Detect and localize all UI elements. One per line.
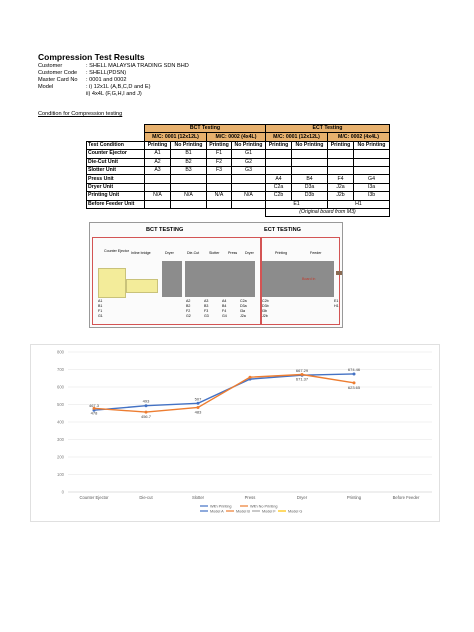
column-header: No Printing (232, 141, 266, 149)
info-key: Customer Code (38, 70, 78, 76)
y-tick-label: 700 (57, 367, 64, 372)
data-label: 493 (142, 398, 150, 404)
table-cell: G2 (232, 158, 266, 166)
data-label: 467.3 (88, 403, 100, 409)
table-cell: B4 (292, 175, 328, 183)
table-row (87, 175, 390, 183)
column-header: No Printing (171, 141, 207, 149)
x-tick-label: Counter Ejector (79, 495, 109, 500)
bct-testing-label: BCT TESTING (146, 227, 184, 233)
table-cell: G4 (354, 175, 390, 183)
point-labels-col-3: A3 B3 F3 G3 (204, 299, 209, 318)
table-cell (207, 183, 232, 191)
x-tick-label: Press (244, 495, 256, 500)
table-cell (292, 166, 328, 174)
table-cell (171, 183, 207, 191)
test-condition-table (86, 124, 390, 217)
table-row (87, 192, 390, 200)
x-tick-label: Slotter (191, 495, 205, 500)
table-cell: D3a (292, 183, 328, 191)
customer-info (38, 63, 189, 98)
info-key: Master Card No (38, 77, 78, 83)
unit-label-dryer-2: Dryer (245, 251, 254, 255)
data-label: 456.7 (140, 414, 152, 420)
table-cell (232, 183, 266, 191)
y-tick-label: 600 (57, 384, 64, 390)
unit-label-slotter: Slotter (209, 251, 220, 255)
column-header: No Printing (292, 141, 328, 149)
column-header: Printing (207, 141, 232, 149)
info-value: : SHELL MALAYSIA TRADING SDN BHD (86, 63, 189, 69)
dryer-machine-shape (162, 261, 182, 297)
legend-label: Model F (262, 509, 276, 514)
table-cell (171, 175, 207, 183)
table-cell: I3b (354, 192, 390, 200)
table-cell: J2b (328, 192, 354, 200)
unit-label-dryer: Dryer (165, 251, 174, 255)
data-label: 667.29 (295, 368, 309, 374)
x-tick-label: Die-cut (139, 495, 153, 500)
data-label: 483 (194, 409, 202, 415)
unit-label-counter-ejector: Counter Ejector (104, 249, 129, 253)
table-cell: F2 (207, 158, 232, 166)
table-cell: C2a (266, 183, 292, 191)
table-row (87, 200, 390, 208)
info-row-model-2 (38, 91, 189, 98)
bct-units-machine-shape (185, 261, 255, 297)
y-tick-label: 0 (61, 489, 64, 495)
info-row-customer-code (38, 70, 189, 77)
y-tick-label: 100 (57, 472, 64, 477)
legend-label: With Printing (210, 504, 232, 509)
table-cell: C2b (266, 192, 292, 200)
table-cell: J2a (328, 183, 354, 191)
row-label: Before Feeder Unit (87, 200, 145, 208)
point-labels-col-6: C2b D3b I3b J2b (262, 299, 269, 318)
unit-label-feeder: Feeder (310, 251, 322, 255)
table-cell: A4 (266, 175, 292, 183)
condition-heading: Condition for Compression testing (38, 111, 123, 117)
legend-label: With No Printing (250, 504, 278, 509)
x-tick-label: Dryer (296, 495, 308, 500)
table-row (87, 158, 390, 166)
table-cell (292, 150, 328, 158)
table-group-row (87, 125, 390, 133)
ect-testing-label: ECT TESTING (264, 227, 301, 233)
info-value: : 0001 and 0002 (86, 77, 127, 83)
machine-header: M/C: 0002 (4x4L) (207, 133, 266, 141)
table-cell: A1 (145, 150, 171, 158)
data-label: 623.65 (347, 384, 361, 390)
data-point (145, 404, 148, 407)
table-cell: N/A (207, 192, 232, 200)
table-cell (354, 166, 390, 174)
table-cell: F1 (207, 150, 232, 158)
table-cell (207, 175, 232, 183)
table-cell (292, 158, 328, 166)
table-cell: G3 (232, 166, 266, 174)
point-labels-col-5: C2a D3a I3a J2a (240, 299, 247, 318)
table-cell: N/A (171, 192, 207, 200)
table-cell (171, 200, 207, 208)
row-label: Dryer Unit (87, 183, 145, 191)
info-row-master-card (38, 77, 189, 84)
unit-label-die-cut: Die-Cut (187, 251, 200, 255)
table-cell (145, 175, 171, 183)
data-point (353, 372, 356, 375)
table-row (87, 150, 390, 158)
table-cell: B2 (171, 158, 207, 166)
table-note-row (87, 208, 390, 216)
data-point (249, 376, 252, 379)
legend-label: Model G (288, 509, 303, 514)
table-cell (207, 200, 232, 208)
y-tick-label: 300 (57, 437, 64, 442)
table-cell: F4 (328, 175, 354, 183)
table-row (87, 183, 390, 191)
table-cell (328, 158, 354, 166)
point-labels-col-1: A1 B1 F1 G1 (98, 299, 103, 318)
table-cell: F3 (207, 166, 232, 174)
legend-label: Model A (210, 509, 224, 514)
info-row-customer (38, 63, 189, 70)
point-labels-col-4: A4 B4 F4 G4 (222, 299, 227, 318)
board-feed-line (336, 271, 342, 275)
compression-line-chart (30, 344, 440, 522)
table-machine-row (87, 133, 390, 141)
table-header-row (87, 141, 390, 149)
table-cell: G1 (232, 150, 266, 158)
table-cell: N/A (232, 192, 266, 200)
table-note: (Original board from M3) (266, 208, 390, 216)
table-cell: B1 (171, 150, 207, 158)
unit-label-inline-bridge: Inline bridge (131, 251, 151, 255)
row-label: Printing Unit (87, 192, 145, 200)
machine-header: M/C: 0002 (4x4L) (328, 133, 390, 141)
y-tick-label: 500 (57, 402, 64, 407)
counter-ejector-shape (98, 268, 126, 298)
row-label: Counter Ejector (87, 150, 145, 158)
column-header: No Printing (354, 141, 390, 149)
unit-label-press: Press (228, 251, 238, 255)
data-label: 671.37 (295, 376, 309, 382)
board-in-label: Board in (302, 277, 316, 281)
table-cell: A3 (145, 166, 171, 174)
machine-header: M/C: 0001 (12x12L) (145, 133, 207, 141)
page-title: Compression Test Results (38, 52, 145, 62)
y-tick-label: 400 (57, 419, 64, 425)
table-cell: H1 (328, 200, 390, 208)
row-label: Die-Cut Unit (87, 158, 145, 166)
table-cell: B3 (171, 166, 207, 174)
machine-diagram (89, 222, 343, 328)
table-cell (266, 150, 292, 158)
info-value: : SHELL(PDSN) (86, 70, 127, 76)
info-key: Customer (38, 63, 63, 69)
table-cell (145, 183, 171, 191)
table-cell: I3a (354, 183, 390, 191)
y-tick-label: 800 (57, 349, 64, 355)
table-cell: E1 (266, 200, 328, 208)
group-header-ect: ECT Testing (266, 125, 390, 133)
point-labels-col-7: E1 H1 (334, 299, 339, 308)
row-header: Test Condition (87, 141, 145, 149)
data-label: 478 (90, 410, 98, 416)
group-header-bct: BCT Testing (145, 125, 266, 133)
legend-label: Model B (236, 509, 250, 514)
data-label: 674.46 (347, 366, 361, 372)
y-tick-label: 200 (57, 454, 64, 460)
column-header: Printing (145, 141, 171, 149)
info-key (38, 91, 86, 98)
info-row-model (38, 84, 189, 91)
table-cell: D3b (292, 192, 328, 200)
table-cell: N/A (145, 192, 171, 200)
table-cell (145, 200, 171, 208)
table-cell (354, 150, 390, 158)
data-point (197, 402, 200, 405)
row-label: Slotter Unit (87, 166, 145, 174)
ect-units-machine-shape (262, 261, 334, 297)
table-cell (266, 166, 292, 174)
column-header: Printing (328, 141, 354, 149)
table-cell: A2 (145, 158, 171, 166)
x-tick-label: Before Feeder (392, 495, 420, 500)
row-label: Press Unit (87, 175, 145, 183)
table-row (87, 166, 390, 174)
inline-bridge-shape (126, 279, 158, 293)
data-label: 507 (194, 396, 202, 402)
info-value: ii) 4x4L (F,G,H,I and J) (86, 91, 142, 97)
table-cell (354, 158, 390, 166)
table-cell (328, 166, 354, 174)
column-header: Printing (266, 141, 292, 149)
info-value: : i) 12x1L (A,B,C,D and E) (86, 84, 151, 90)
table-cell (232, 200, 266, 208)
table-cell (232, 175, 266, 183)
machine-header: M/C: 0001 (12x12L) (266, 133, 328, 141)
point-labels-col-2: A2 B2 F2 G2 (186, 299, 191, 318)
table-cell (266, 158, 292, 166)
table-cell (328, 150, 354, 158)
info-key: Model (38, 84, 54, 90)
x-tick-label: Printing (346, 495, 362, 500)
unit-label-printing: Printing (275, 251, 288, 255)
